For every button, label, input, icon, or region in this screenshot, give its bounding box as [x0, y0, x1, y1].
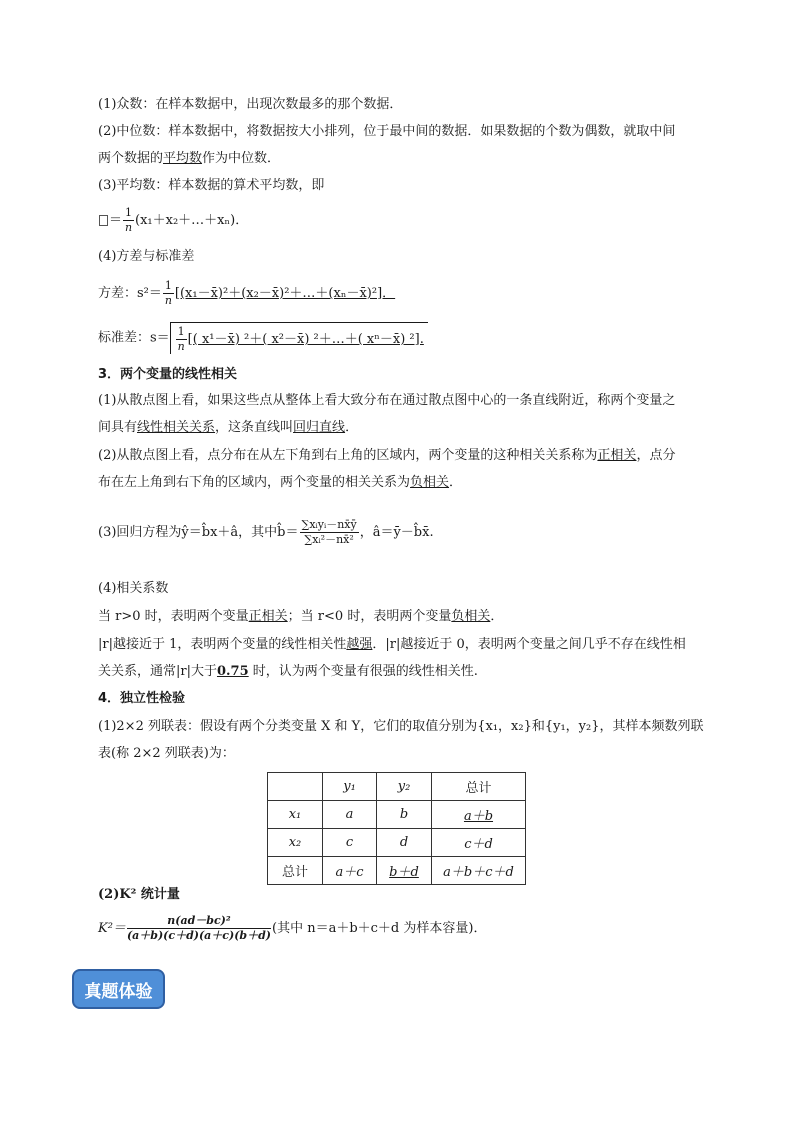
median-line-1: (2)中位数：样本数据中，将数据按大小排列，位于最中间的数据．如果数据的个数为偶数，就取中间 — [98, 124, 676, 139]
s4-p1-line1: (1)2×2 列联表：假设有两个分类变量 X 和 Y，它们的取值分别为{x₁，x₂}和{y₁，y₂}，其样本频数列联 — [98, 719, 704, 734]
table-cell: b＋d — [377, 857, 432, 885]
mode-line: (1)众数：在样本数据中，出现次数最多的那个数据． — [98, 97, 403, 112]
variance-heading: (4)方差与标准差 — [98, 249, 195, 264]
s3-p5: 当 r>0 时，表明两个变量正相关；当 r<0 时，表明两个变量负相关． — [98, 609, 504, 624]
contingency-table — [267, 772, 526, 885]
section3-title: 3．两个变量的线性相关 — [98, 367, 238, 382]
table-cell: a＋c — [323, 857, 377, 885]
s3-p2-line1: (2)从散点图上看，点分布在从左下角到右上角的区域内，两个变量的这种相关关系称为正相关，点分 — [98, 448, 676, 463]
real-exam-button[interactable]: 真题体验 — [72, 969, 165, 1009]
regression-formula: (3)回归方程为ŷ＝b̂x＋â，其中b̂＝ $\frac{\text{∑xᵢyᵢ－nx̄ȳ}}{\text{∑xᵢ²－nx̄²}}$ ，â＝ȳ－b̂x̄. — [98, 518, 434, 546]
table-cell: x₁ — [268, 801, 323, 829]
median-line-2: 两个数据的平均数作为中位数． — [98, 151, 281, 166]
table-cell: 总计 — [268, 857, 323, 885]
table-row — [268, 829, 526, 857]
s4-p1-line2: 表(称 2×2 列联表)为： — [98, 746, 235, 761]
table-cell: b — [377, 801, 432, 829]
mean-line: (3)平均数：样本数据的算术平均数，即 — [98, 178, 325, 193]
table-row — [268, 801, 526, 829]
table-cell: a — [323, 801, 377, 829]
table-row — [268, 857, 526, 885]
s3-p6-line2: 关关系，通常|r|大于0.75 时，认为两个变量有很强的线性相关性. — [98, 664, 478, 679]
table-cell: a＋b — [432, 801, 526, 829]
s3-p6-line1: |r|越接近于 1，表明两个变量的线性相关性越强．|r|越接近于 0，表明两个变量之间几乎不存在线性相 — [98, 637, 686, 652]
table-cell: c＋d — [432, 829, 526, 857]
k2-title: (2)K² 统计量 — [98, 887, 180, 902]
table-cell: 总计 — [432, 773, 526, 801]
variance-formula: 方差：s²＝ $\frac{1}{n}$ [(x₁－x̄)²＋(x₂－x̄)²＋…＋(xₙ－x̄)²]． — [98, 279, 396, 307]
table-cell: y₂ — [377, 773, 432, 801]
k2-formula: K²＝ $\frac{\text{n(ad－bc)²}}{(a+b)(c+d)(a+c)(b+d)}$ (其中 n＝a＋b＋c＋d 为样本容量)． — [98, 914, 487, 942]
std-formula: 标准差：s＝ $\frac{1}{n}$ [( x¹－x̄) ²＋( x²－x̄) ²＋…＋( xⁿ－x̄) ²]. — [98, 322, 428, 354]
s3-p4: (4)相关系数 — [98, 581, 169, 596]
table-cell: y₁ — [323, 773, 377, 801]
s3-p1-line2: 间具有线性相关关系，这条直线叫回归直线． — [98, 420, 359, 435]
s3-p1-line1: (1)从散点图上看，如果这些点从整体上看大致分布在通过散点图中心的一条直线附近，称两个变量之 — [98, 393, 676, 408]
table-cell: d — [377, 829, 432, 857]
table-cell: a＋b＋c＋d — [432, 857, 526, 885]
section4-title: 4．独立性检验 — [98, 691, 186, 706]
table-header-row — [268, 773, 526, 801]
mean-formula: ＝ $\frac{1}{n}$ (x₁＋x₂＋…＋xₙ)． — [98, 206, 248, 235]
table-cell — [268, 773, 323, 801]
table-cell: c — [323, 829, 377, 857]
table-cell: x₂ — [268, 829, 323, 857]
s3-p2-line2: 布在左上角到右下角的区域内，两个变量的相关关系为负相关． — [98, 475, 463, 490]
